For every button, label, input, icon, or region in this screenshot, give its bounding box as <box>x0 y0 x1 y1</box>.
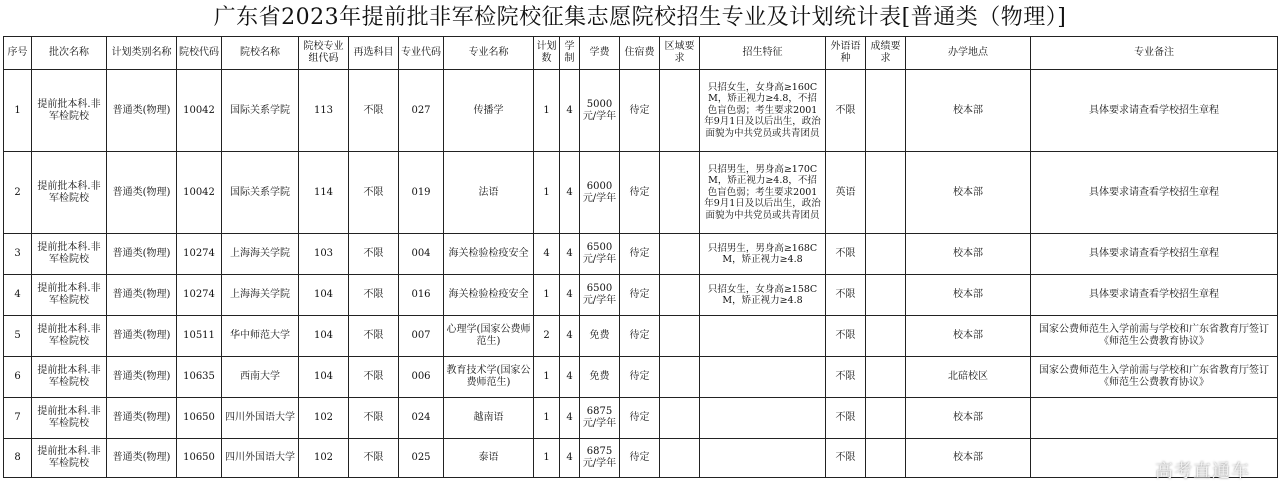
cell-plan-count: 2 <box>534 316 560 357</box>
cell-school-code: 10635 <box>177 357 222 398</box>
cell-major-name: 教育技术学(国家公费师范生) <box>444 357 534 398</box>
cell-duration: 4 <box>560 234 580 275</box>
table-row <box>4 357 1278 398</box>
col-header: 计划数 <box>534 37 560 70</box>
cell-major-name: 泰语 <box>444 439 534 478</box>
cell-score-req <box>866 357 906 398</box>
cell-school-code: 10274 <box>177 275 222 316</box>
cell-index: 7 <box>4 398 32 439</box>
cell-notes <box>1031 398 1278 439</box>
cell-dorm-fee: 待定 <box>620 357 660 398</box>
header-row <box>4 37 1278 70</box>
cell-major-name: 越南语 <box>444 398 534 439</box>
cell-language: 不限 <box>826 234 866 275</box>
cell-language: 不限 <box>826 70 866 152</box>
cell-subject-req: 不限 <box>349 398 399 439</box>
cell-major-name: 海关检验检疫安全 <box>444 275 534 316</box>
cell-score-req <box>866 316 906 357</box>
cell-major-code: 004 <box>399 234 444 275</box>
cell-school-code: 10042 <box>177 70 222 152</box>
col-header: 序号 <box>4 37 32 70</box>
col-header: 成绩要求 <box>866 37 906 70</box>
cell-campus: 校本部 <box>906 275 1031 316</box>
cell-group-code: 102 <box>299 439 349 478</box>
col-header: 办学地点 <box>906 37 1031 70</box>
cell-index: 5 <box>4 316 32 357</box>
cell-major-name: 传播学 <box>444 70 534 152</box>
cell-school-code: 10650 <box>177 439 222 478</box>
cell-language: 不限 <box>826 357 866 398</box>
cell-region <box>660 70 700 152</box>
table-row <box>4 316 1278 357</box>
cell-batch: 提前批本科.非军检院校 <box>32 439 107 478</box>
cell-language: 不限 <box>826 398 866 439</box>
cell-plan-count: 1 <box>534 70 560 152</box>
col-header: 外语语种 <box>826 37 866 70</box>
cell-dorm-fee: 待定 <box>620 234 660 275</box>
cell-language: 英语 <box>826 152 866 234</box>
cell-region <box>660 398 700 439</box>
cell-major-code: 006 <box>399 357 444 398</box>
cell-batch: 提前批本科.非军检院校 <box>32 398 107 439</box>
admission-plan-table <box>3 36 1278 478</box>
cell-campus: 校本部 <box>906 70 1031 152</box>
cell-duration: 4 <box>560 70 580 152</box>
cell-score-req <box>866 70 906 152</box>
cell-features <box>700 398 826 439</box>
cell-subject-req: 不限 <box>349 275 399 316</box>
cell-dorm-fee: 待定 <box>620 152 660 234</box>
col-header: 批次名称 <box>32 37 107 70</box>
cell-plan-type: 普通类(物理) <box>107 234 177 275</box>
cell-score-req <box>866 275 906 316</box>
cell-tuition: 6000元/学年 <box>580 152 620 234</box>
col-header: 学费 <box>580 37 620 70</box>
cell-major-code: 019 <box>399 152 444 234</box>
cell-score-req <box>866 152 906 234</box>
col-header: 专业代码 <box>399 37 444 70</box>
cell-region <box>660 316 700 357</box>
col-header: 专业名称 <box>444 37 534 70</box>
cell-notes: 具体要求请查看学校招生章程 <box>1031 70 1278 152</box>
cell-dorm-fee: 待定 <box>620 398 660 439</box>
col-header: 住宿费 <box>620 37 660 70</box>
cell-plan-type: 普通类(物理) <box>107 70 177 152</box>
cell-index: 8 <box>4 439 32 478</box>
cell-group-code: 104 <box>299 357 349 398</box>
cell-plan-type: 普通类(物理) <box>107 439 177 478</box>
cell-score-req <box>866 234 906 275</box>
cell-school-name: 四川外国语大学 <box>222 439 299 478</box>
col-header: 专业备注 <box>1031 37 1278 70</box>
cell-campus: 校本部 <box>906 152 1031 234</box>
cell-subject-req: 不限 <box>349 357 399 398</box>
cell-school-name: 国际关系学院 <box>222 152 299 234</box>
cell-dorm-fee: 待定 <box>620 316 660 357</box>
cell-campus: 校本部 <box>906 234 1031 275</box>
cell-features <box>700 439 826 478</box>
table-row <box>4 70 1278 152</box>
cell-subject-req: 不限 <box>349 152 399 234</box>
cell-features: 只招女生，女身高≥158CM，矫正视力≥4.8 <box>700 275 826 316</box>
cell-plan-type: 普通类(物理) <box>107 275 177 316</box>
cell-group-code: 114 <box>299 152 349 234</box>
cell-dorm-fee: 待定 <box>620 439 660 478</box>
col-header: 再选科目 <box>349 37 399 70</box>
cell-group-code: 113 <box>299 70 349 152</box>
col-header: 招生特征 <box>700 37 826 70</box>
table-row <box>4 439 1278 478</box>
table-row <box>4 234 1278 275</box>
cell-subject-req: 不限 <box>349 234 399 275</box>
cell-group-code: 102 <box>299 398 349 439</box>
cell-batch: 提前批本科.非军检院校 <box>32 316 107 357</box>
cell-batch: 提前批本科.非军检院校 <box>32 275 107 316</box>
cell-plan-count: 1 <box>534 439 560 478</box>
table-row <box>4 275 1278 316</box>
cell-subject-req: 不限 <box>349 316 399 357</box>
cell-language: 不限 <box>826 439 866 478</box>
cell-major-name: 心理学(国家公费师范生) <box>444 316 534 357</box>
cell-batch: 提前批本科.非军检院校 <box>32 70 107 152</box>
cell-index: 3 <box>4 234 32 275</box>
cell-major-code: 025 <box>399 439 444 478</box>
cell-plan-type: 普通类(物理) <box>107 357 177 398</box>
cell-tuition: 6500元/学年 <box>580 275 620 316</box>
cell-plan-type: 普通类(物理) <box>107 398 177 439</box>
cell-major-code: 024 <box>399 398 444 439</box>
cell-language: 不限 <box>826 275 866 316</box>
cell-tuition: 免费 <box>580 357 620 398</box>
cell-features: 只招女生，女身高≥160CM，矫正视力≥4.8，不招色盲色弱；考生要求2001年9月1日及以后出生，政治面貌为中共党员或共青团员 <box>700 70 826 152</box>
cell-score-req <box>866 398 906 439</box>
cell-school-name: 西南大学 <box>222 357 299 398</box>
cell-school-code: 10511 <box>177 316 222 357</box>
page-title: 广东省2023年提前批非军检院校征集志愿院校招生专业及计划统计表[普通类（物理）] <box>213 5 1067 30</box>
cell-school-name: 国际关系学院 <box>222 70 299 152</box>
cell-batch: 提前批本科.非军检院校 <box>32 152 107 234</box>
col-header: 院校代码 <box>177 37 222 70</box>
cell-index: 6 <box>4 357 32 398</box>
cell-subject-req: 不限 <box>349 439 399 478</box>
cell-campus: 北碚校区 <box>906 357 1031 398</box>
cell-tuition: 6875元/学年 <box>580 439 620 478</box>
cell-duration: 4 <box>560 439 580 478</box>
cell-region <box>660 152 700 234</box>
cell-region <box>660 275 700 316</box>
cell-notes: 具体要求请查看学校招生章程 <box>1031 234 1278 275</box>
cell-campus: 校本部 <box>906 316 1031 357</box>
cell-school-name: 上海海关学院 <box>222 234 299 275</box>
cell-campus: 校本部 <box>906 439 1031 478</box>
col-header: 区域要求 <box>660 37 700 70</box>
cell-duration: 4 <box>560 398 580 439</box>
table-row <box>4 398 1278 439</box>
cell-language: 不限 <box>826 316 866 357</box>
cell-school-name: 华中师范大学 <box>222 316 299 357</box>
cell-batch: 提前批本科.非军检院校 <box>32 234 107 275</box>
cell-campus: 校本部 <box>906 398 1031 439</box>
cell-score-req <box>866 439 906 478</box>
cell-notes: 国家公费师范生入学前需与学校和广东省教育厅签订《师范生公费教育协议》 <box>1031 316 1278 357</box>
cell-school-name: 上海海关学院 <box>222 275 299 316</box>
cell-plan-type: 普通类(物理) <box>107 152 177 234</box>
cell-tuition: 6500元/学年 <box>580 234 620 275</box>
cell-index: 4 <box>4 275 32 316</box>
cell-dorm-fee: 待定 <box>620 70 660 152</box>
cell-major-name: 海关检验检疫安全 <box>444 234 534 275</box>
cell-index: 1 <box>4 70 32 152</box>
cell-index: 2 <box>4 152 32 234</box>
cell-tuition: 免费 <box>580 316 620 357</box>
cell-dorm-fee: 待定 <box>620 275 660 316</box>
cell-region <box>660 439 700 478</box>
cell-school-name: 四川外国语大学 <box>222 398 299 439</box>
cell-features <box>700 316 826 357</box>
cell-subject-req: 不限 <box>349 70 399 152</box>
cell-plan-type: 普通类(物理) <box>107 316 177 357</box>
cell-plan-count: 4 <box>534 234 560 275</box>
cell-plan-count: 1 <box>534 357 560 398</box>
cell-features <box>700 357 826 398</box>
cell-region <box>660 234 700 275</box>
col-header: 学制 <box>560 37 580 70</box>
cell-notes: 具体要求请查看学校招生章程 <box>1031 152 1278 234</box>
cell-major-name: 法语 <box>444 152 534 234</box>
cell-tuition: 6875元/学年 <box>580 398 620 439</box>
cell-tuition: 5000元/学年 <box>580 70 620 152</box>
cell-group-code: 103 <box>299 234 349 275</box>
col-header: 院校专业组代码 <box>299 37 349 70</box>
cell-group-code: 104 <box>299 316 349 357</box>
cell-plan-count: 1 <box>534 275 560 316</box>
cell-features: 只招男生，男身高≥168CM，矫正视力≥4.8 <box>700 234 826 275</box>
cell-batch: 提前批本科.非军检院校 <box>32 357 107 398</box>
cell-duration: 4 <box>560 275 580 316</box>
cell-major-code: 016 <box>399 275 444 316</box>
cell-group-code: 104 <box>299 275 349 316</box>
cell-plan-count: 1 <box>534 152 560 234</box>
cell-notes: 国家公费师范生入学前需与学校和广东省教育厅签订《师范生公费教育协议》 <box>1031 357 1278 398</box>
cell-school-code: 10274 <box>177 234 222 275</box>
col-header: 院校名称 <box>222 37 299 70</box>
col-header: 计划类别名称 <box>107 37 177 70</box>
cell-notes: 具体要求请查看学校招生章程 <box>1031 275 1278 316</box>
cell-plan-count: 1 <box>534 398 560 439</box>
cell-duration: 4 <box>560 357 580 398</box>
cell-major-code: 007 <box>399 316 444 357</box>
cell-school-code: 10042 <box>177 152 222 234</box>
cell-duration: 4 <box>560 316 580 357</box>
cell-duration: 4 <box>560 152 580 234</box>
cell-major-code: 027 <box>399 70 444 152</box>
cell-school-code: 10650 <box>177 398 222 439</box>
watermark: 高考直通车 <box>1155 461 1250 482</box>
cell-features: 只招男生，男身高≥170CM，矫正视力≥4.8，不招色盲色弱；考生要求2001年9月1日及以后出生，政治面貌为中共党员或共青团员 <box>700 152 826 234</box>
cell-region <box>660 357 700 398</box>
table-row <box>4 152 1278 234</box>
